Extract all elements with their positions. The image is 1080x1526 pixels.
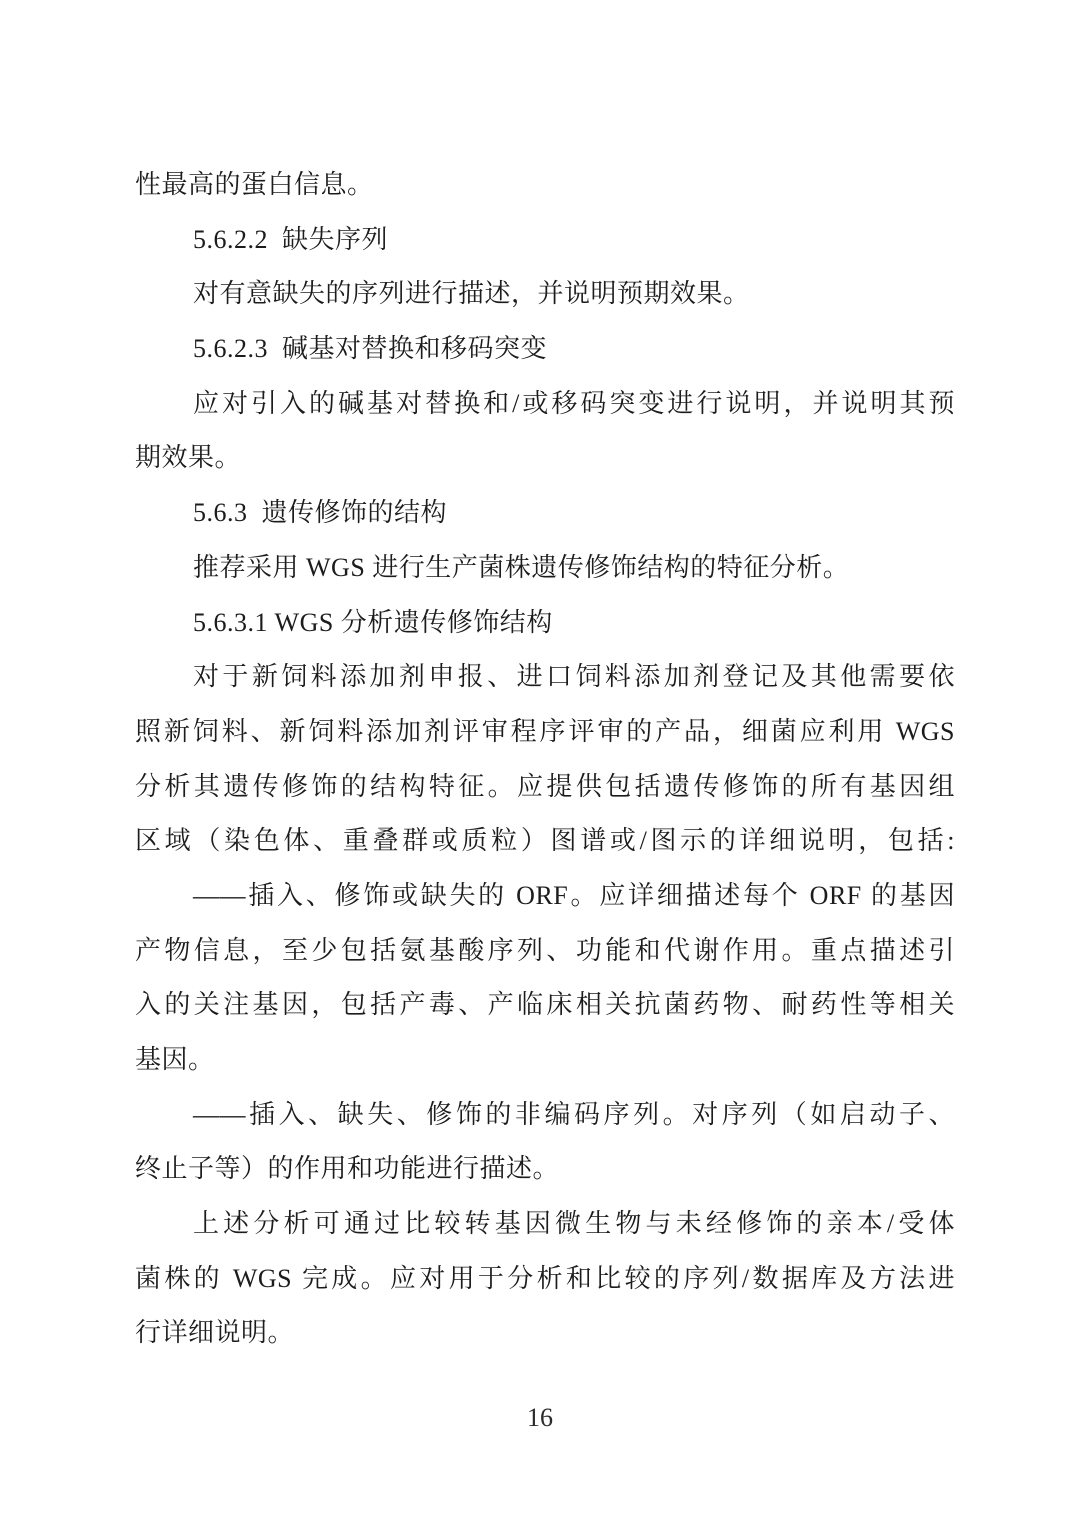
body-text-line: 行详细说明。 bbox=[135, 1318, 295, 1348]
section-heading-line: 5.6.3.1 WGS 分析遗传修饰结构 bbox=[193, 607, 553, 637]
body-text-line: 期效果。 bbox=[135, 443, 242, 473]
body-text-line: 分析其遗传修饰的结构特征。应提供包括遗传修饰的所有基因组 bbox=[135, 771, 955, 801]
body-text-line: 终止子等）的作用和功能进行描述。 bbox=[135, 1154, 560, 1184]
body-text-line: ——插入、缺失、修饰的非编码序列。对序列（如启动子、 bbox=[193, 1099, 955, 1129]
page-number: 16 bbox=[527, 1403, 553, 1432]
document-body bbox=[135, 158, 955, 1361]
body-text-line: 菌株的 WGS 完成。应对用于分析和比较的序列/数据库及方法进 bbox=[135, 1263, 955, 1293]
section-heading-line: 5.6.2.3 碱基对替换和移码突变 bbox=[193, 334, 548, 364]
body-text-line: 照新饲料、新饲料添加剂评审程序评审的产品，细菌应利用 WGS bbox=[135, 716, 955, 746]
body-text-line: 应对引入的碱基对替换和/或移码突变进行说明，并说明其预 bbox=[193, 388, 955, 418]
body-text-line: 入的关注基因，包括产毒、产临床相关抗菌药物、耐药性等相关 bbox=[135, 990, 955, 1020]
body-text-line: 对有意缺失的序列进行描述，并说明预期效果。 bbox=[193, 279, 750, 309]
body-text-line: 对于新饲料添加剂申报、进口饲料添加剂登记及其他需要依 bbox=[193, 662, 955, 692]
body-text-line: 产物信息，至少包括氨基酸序列、功能和代谢作用。重点描述引 bbox=[135, 935, 955, 965]
section-heading-line: 5.6.3 遗传修饰的结构 bbox=[193, 498, 448, 528]
body-text-line: ——插入、修饰或缺失的 ORF。应详细描述每个 ORF 的基因 bbox=[193, 880, 955, 910]
body-text-line: 上述分析可通过比较转基因微生物与未经修饰的亲本/受体 bbox=[193, 1209, 955, 1239]
section-heading-line: 5.6.2.2 缺失序列 bbox=[193, 224, 389, 254]
body-text-line: 区域（染色体、重叠群或质粒）图谱或/图示的详细说明，包括: bbox=[135, 826, 955, 856]
body-text-line: 性最高的蛋白信息。 bbox=[135, 170, 374, 199]
body-text-line: 基因。 bbox=[135, 1045, 215, 1074]
body-text-line: 推荐采用 WGS 进行生产菌株遗传修饰结构的特征分析。 bbox=[193, 552, 850, 582]
